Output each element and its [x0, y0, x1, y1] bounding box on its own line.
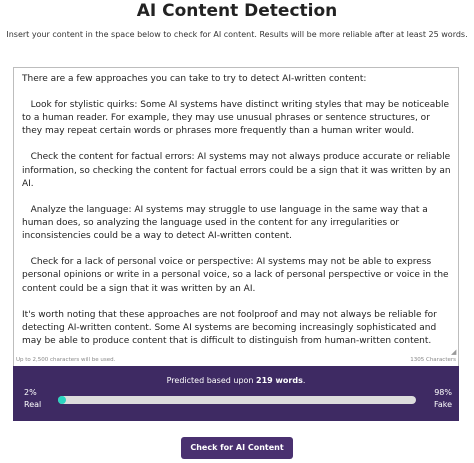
character-limit-note: Up to 2,500 characters will be used. — [16, 357, 116, 363]
prediction-suffix: . — [302, 376, 306, 385]
real-percentage: 2% — [24, 388, 37, 397]
content-paragraph: There are a few approaches you can take to try to detect AI-written content: — [22, 74, 367, 84]
content-paragraph: Check for a lack of personal voice or perspective: AI systems may not be able to express personal opinions or write in a personal voice, so a lack of personal perspective or voice in the content could be a sign that it was written by an AI. — [22, 257, 449, 294]
content-paragraph: Analyze the language: AI systems may struggle to use language in the same way that a human does, so analyzing the language used in the content for any irregularities or inconsistencies could be a way to detect AI-written content. — [22, 204, 428, 242]
check-ai-content-button[interactable]: Check for AI Content — [181, 437, 293, 459]
character-count: 1305 Characters — [410, 357, 456, 363]
word-count: 219 words — [256, 376, 303, 385]
real-fake-meter — [58, 396, 416, 404]
character-info-bar — [13, 356, 459, 366]
fake-label: Fake — [433, 400, 452, 409]
real-label: Real — [24, 400, 42, 409]
page-title: AI Content Detection — [136, 1, 338, 21]
content-textarea[interactable] — [13, 67, 459, 365]
prediction-prefix: Predicted based upon — [166, 376, 257, 385]
result-panel — [13, 366, 459, 421]
content-paragraph: Look for stylistic quirks: Some AI systems have distinct writing styles that may be noticeable to a human reader. For example, they may use unusual phrases or sentence structures, or they may repeat certain words or phrases more frequently than a human writer would. — [22, 100, 450, 137]
resize-grip-icon[interactable]: ◢ — [451, 348, 457, 356]
fake-percentage: 98% — [434, 388, 452, 397]
page-instructions: Insert your content in the space below to check for AI content. Results will be more reliable after at least 25 words. — [6, 30, 468, 39]
content-paragraph: It's worth noting that these approaches are not foolproof and may not always be reliable for detecting AI-written content. Some AI systems are becoming increasingly sophisticated and may be able to produce content that is difficult to distinguish from human-written content. — [22, 309, 437, 347]
content-text[interactable] — [22, 73, 452, 361]
prediction-summary — [13, 375, 459, 386]
content-paragraph: Check the content for factual errors: AI systems may not always produce accurate or reliable information, so checking the content for factual errors could be a sign that it was written by an AI. — [22, 152, 451, 189]
real-meter-fill — [58, 396, 66, 404]
